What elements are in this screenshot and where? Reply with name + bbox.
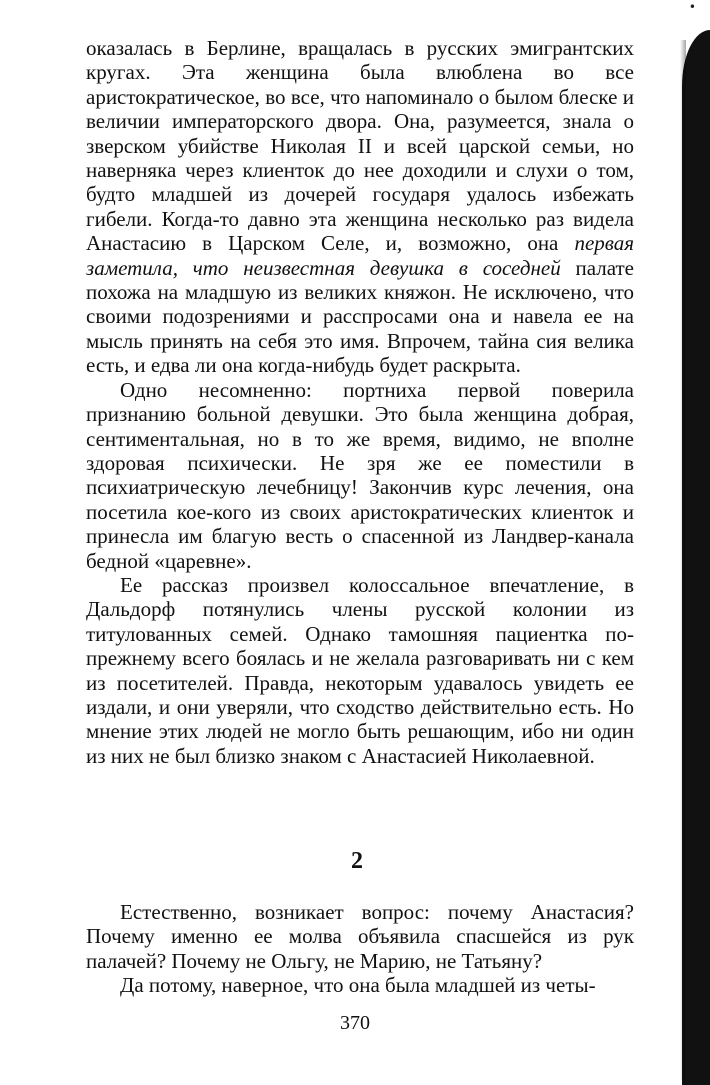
paragraph-3 [86, 573, 634, 768]
corner-mark: • [688, 0, 696, 14]
paragraph-5: Да потому, наверное, что она была младшей из четы- [120, 973, 596, 998]
paragraph-1 [86, 36, 634, 378]
body-text-lower [86, 900, 634, 998]
paragraph-1-part-3: палате похожа на младшую из великих княжон. Не исключено, что своими подозрениями и расспросами она и навела ее на мысль принять на себя это имя. Впрочем, тайна сия велика есть, и едва ли она когда-нибудь будет раскрыта. [86, 255, 634, 378]
page-edge-shadow [682, 30, 710, 1085]
paragraph-2 [86, 378, 634, 573]
paragraph-1-part-1: оказалась в Берлине, вращалась в русских эмигрантских кругах. Эта женщина была влюблена во все аристократическое, во все, что напоминало о былом блеске и величии императорского двора. Она, разумеется, знала о зверском убийстве Николая II и всей царской семьи, но наверняка через клиенток до нее доходили и слухи о том, будто младшей из дочерей государя удалось избежать гибели. Когда-то давно эта женщина несколько раз видела Анастасию в Царском Селе, и, возможно, она [86, 36, 634, 256]
paragraph-1-italic-part: первая заметила, что неизвестная девушка в соседней [86, 231, 634, 280]
paragraph-3-text: Ее рассказ произвел колоссальное впечатление, в Дальдорф потянулись члены русской колонии из титулованных семей. Однако тамошняя пациентка по-прежнему всего боялась и не желала разговаривать ни с кем из посетителей. Правда, некоторым удавалось увидеть ее издали, и они уверяли, что сходство действительно есть. Но мнение этих людей не могло быть решающим, ибо ни один из них не был близко знаком с Анастасией Николаевной. [86, 572, 634, 768]
paragraph-2-text: Одно несомненно: портниха первой поверила признанию больной девушки. Это была женщина добрая, сентиментальная, но в то же время, видимо, не вполне здоровая психически. Не зря же ее поместили в психиатрическую лечебницу! Закончив курс лечения, она посетила кое-кого из своих аристократических клиенток и принесла им благую весть о спасенной из Ландвер-канала бедной «царевне». [86, 377, 634, 573]
page-edge-fade [680, 40, 686, 1080]
paragraph-4: Естественно, возникает вопрос: почему Анастасия? Почему именно ее молва объявила спасшейся из рук палачей? Почему не Ольгу, не Марию, не Татьяну? [86, 900, 634, 973]
page-number: 370 [340, 1012, 370, 1034]
body-text-upper [86, 36, 634, 768]
section-number: 2 [351, 848, 363, 874]
